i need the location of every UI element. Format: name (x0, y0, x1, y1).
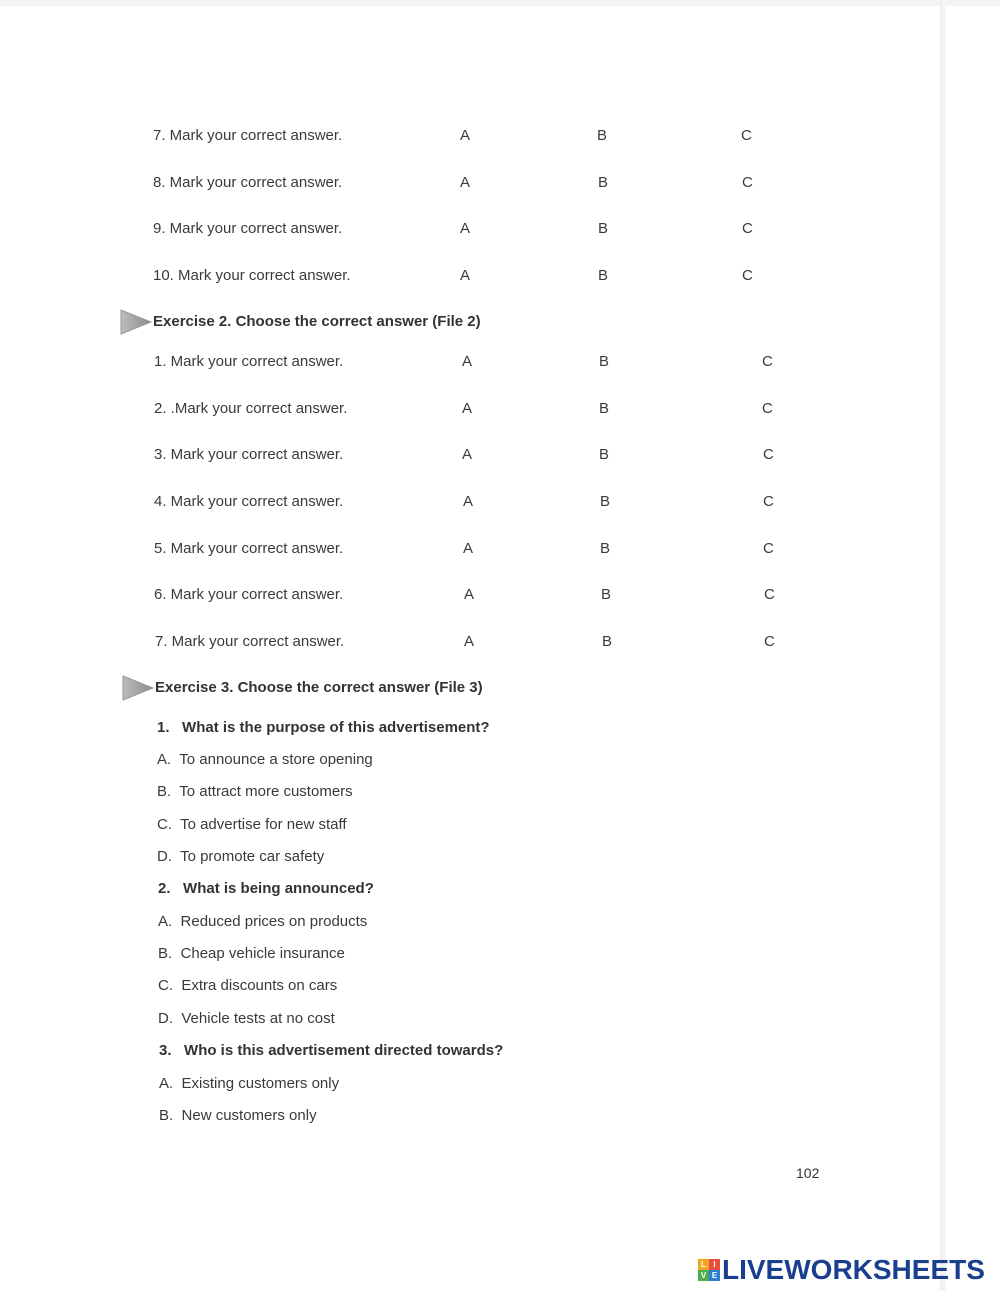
option-b[interactable]: B (602, 633, 613, 650)
question-1 (157, 719, 490, 736)
answer-letter: A. (159, 1075, 174, 1092)
answer-option[interactable] (157, 816, 347, 833)
answer-letter: D. (157, 848, 172, 865)
exercise1-row-label: 8. Mark your correct answer. (153, 174, 343, 191)
option-a[interactable]: A (460, 127, 471, 144)
option-c[interactable]: C (742, 174, 753, 191)
brand-name: LIVEWORKSHEETS (722, 1254, 985, 1285)
option-c[interactable]: C (742, 267, 753, 284)
option-b[interactable]: B (599, 400, 610, 417)
exercise2-row-label: 5. Mark your correct answer. (154, 540, 344, 557)
answer-letter: A. (157, 751, 172, 768)
answer-text: To attract more customers (179, 783, 353, 800)
answer-option[interactable] (157, 783, 353, 800)
answer-letter: A. (158, 913, 173, 930)
answer-letter: B. (159, 1107, 174, 1124)
answer-text: Vehicle tests at no cost (181, 1010, 335, 1027)
logo-tile: I (709, 1259, 720, 1270)
page-top-edge (0, 0, 1000, 6)
answer-option[interactable] (159, 1107, 317, 1124)
exercise2-row-label: 7. Mark your correct answer. (155, 633, 345, 650)
option-a[interactable]: A (463, 493, 474, 510)
page-right-edge (940, 0, 946, 1291)
answer-option[interactable] (158, 977, 337, 994)
answer-option[interactable] (157, 751, 373, 768)
answer-option[interactable] (158, 945, 345, 962)
option-b[interactable]: B (599, 446, 610, 463)
answer-text: To advertise for new staff (180, 816, 347, 833)
option-a[interactable]: A (462, 400, 473, 417)
answer-text: To announce a store opening (179, 751, 373, 768)
question-2 (158, 880, 374, 897)
arrow-bullet-icon (120, 309, 152, 335)
question-text: What is the purpose of this advertisement? (182, 719, 490, 736)
exercise2-row-label: 1. Mark your correct answer. (154, 353, 344, 370)
option-c[interactable]: C (742, 220, 753, 237)
question-number: 2. (158, 880, 171, 897)
answer-letter: C. (157, 816, 172, 833)
answer-text: Reduced prices on products (180, 913, 368, 930)
option-b[interactable]: B (598, 174, 609, 191)
option-a[interactable]: A (460, 267, 471, 284)
question-number: 3. (159, 1042, 172, 1059)
question-text: Who is this advertisement directed towards? (184, 1042, 504, 1059)
option-b[interactable]: B (598, 220, 609, 237)
option-c[interactable]: C (762, 353, 773, 370)
answer-option[interactable] (158, 913, 367, 930)
option-a[interactable]: A (460, 220, 471, 237)
answer-letter: B. (157, 783, 172, 800)
question-text: What is being announced? (183, 880, 374, 897)
answer-text: To promote car safety (180, 848, 325, 865)
exercise2-title: Exercise 2. Choose the correct answer (File 2) (153, 313, 481, 330)
option-a[interactable]: A (464, 586, 475, 603)
option-a[interactable]: A (462, 353, 473, 370)
option-b[interactable]: B (600, 540, 611, 557)
page-number: 102 (796, 1165, 820, 1181)
option-a[interactable]: A (460, 174, 471, 191)
exercise1-row-label: 7. Mark your correct answer. (153, 127, 343, 144)
answer-option[interactable] (157, 848, 324, 865)
answer-letter: D. (158, 1010, 173, 1027)
option-a[interactable]: A (462, 446, 473, 463)
answer-text: Cheap vehicle insurance (180, 945, 345, 962)
option-b[interactable]: B (599, 353, 610, 370)
option-b[interactable]: B (601, 586, 612, 603)
option-c[interactable]: C (763, 540, 774, 557)
answer-text: Existing customers only (181, 1075, 340, 1092)
option-c[interactable]: C (764, 586, 775, 603)
option-c[interactable]: C (763, 493, 774, 510)
option-b[interactable]: B (600, 493, 611, 510)
logo-tile: V (698, 1270, 709, 1281)
answer-text: Extra discounts on cars (181, 977, 338, 994)
exercise2-row-label: 6. Mark your correct answer. (154, 586, 344, 603)
arrow-bullet-icon (122, 675, 154, 701)
option-c[interactable]: C (741, 127, 752, 144)
option-a[interactable]: A (463, 540, 474, 557)
option-b[interactable]: B (598, 267, 609, 284)
answer-option[interactable] (159, 1075, 339, 1092)
answer-option[interactable] (158, 1010, 335, 1027)
option-c[interactable]: C (764, 633, 775, 650)
exercise1-row-label: 9. Mark your correct answer. (153, 220, 343, 237)
exercise3-title: Exercise 3. Choose the correct answer (File 3) (155, 679, 483, 696)
exercise2-row-label: 4. Mark your correct answer. (154, 493, 344, 510)
exercise2-row-label: 3. Mark your correct answer. (154, 446, 344, 463)
logo-tile: L (698, 1259, 709, 1270)
liveworksheets-logo (698, 1255, 985, 1285)
answer-letter: C. (158, 977, 173, 994)
question-3 (159, 1042, 503, 1059)
option-b[interactable]: B (597, 127, 608, 144)
answer-text: New customers only (181, 1107, 317, 1124)
logo-tile: E (709, 1270, 720, 1281)
question-number: 1. (157, 719, 170, 736)
option-c[interactable]: C (762, 400, 773, 417)
exercise1-row-label: 10. Mark your correct answer. (153, 267, 351, 284)
option-c[interactable]: C (763, 446, 774, 463)
logo-tiles-icon (698, 1259, 720, 1281)
answer-letter: B. (158, 945, 173, 962)
option-a[interactable]: A (464, 633, 475, 650)
exercise2-row-label: 2. .Mark your correct answer. (154, 400, 348, 417)
